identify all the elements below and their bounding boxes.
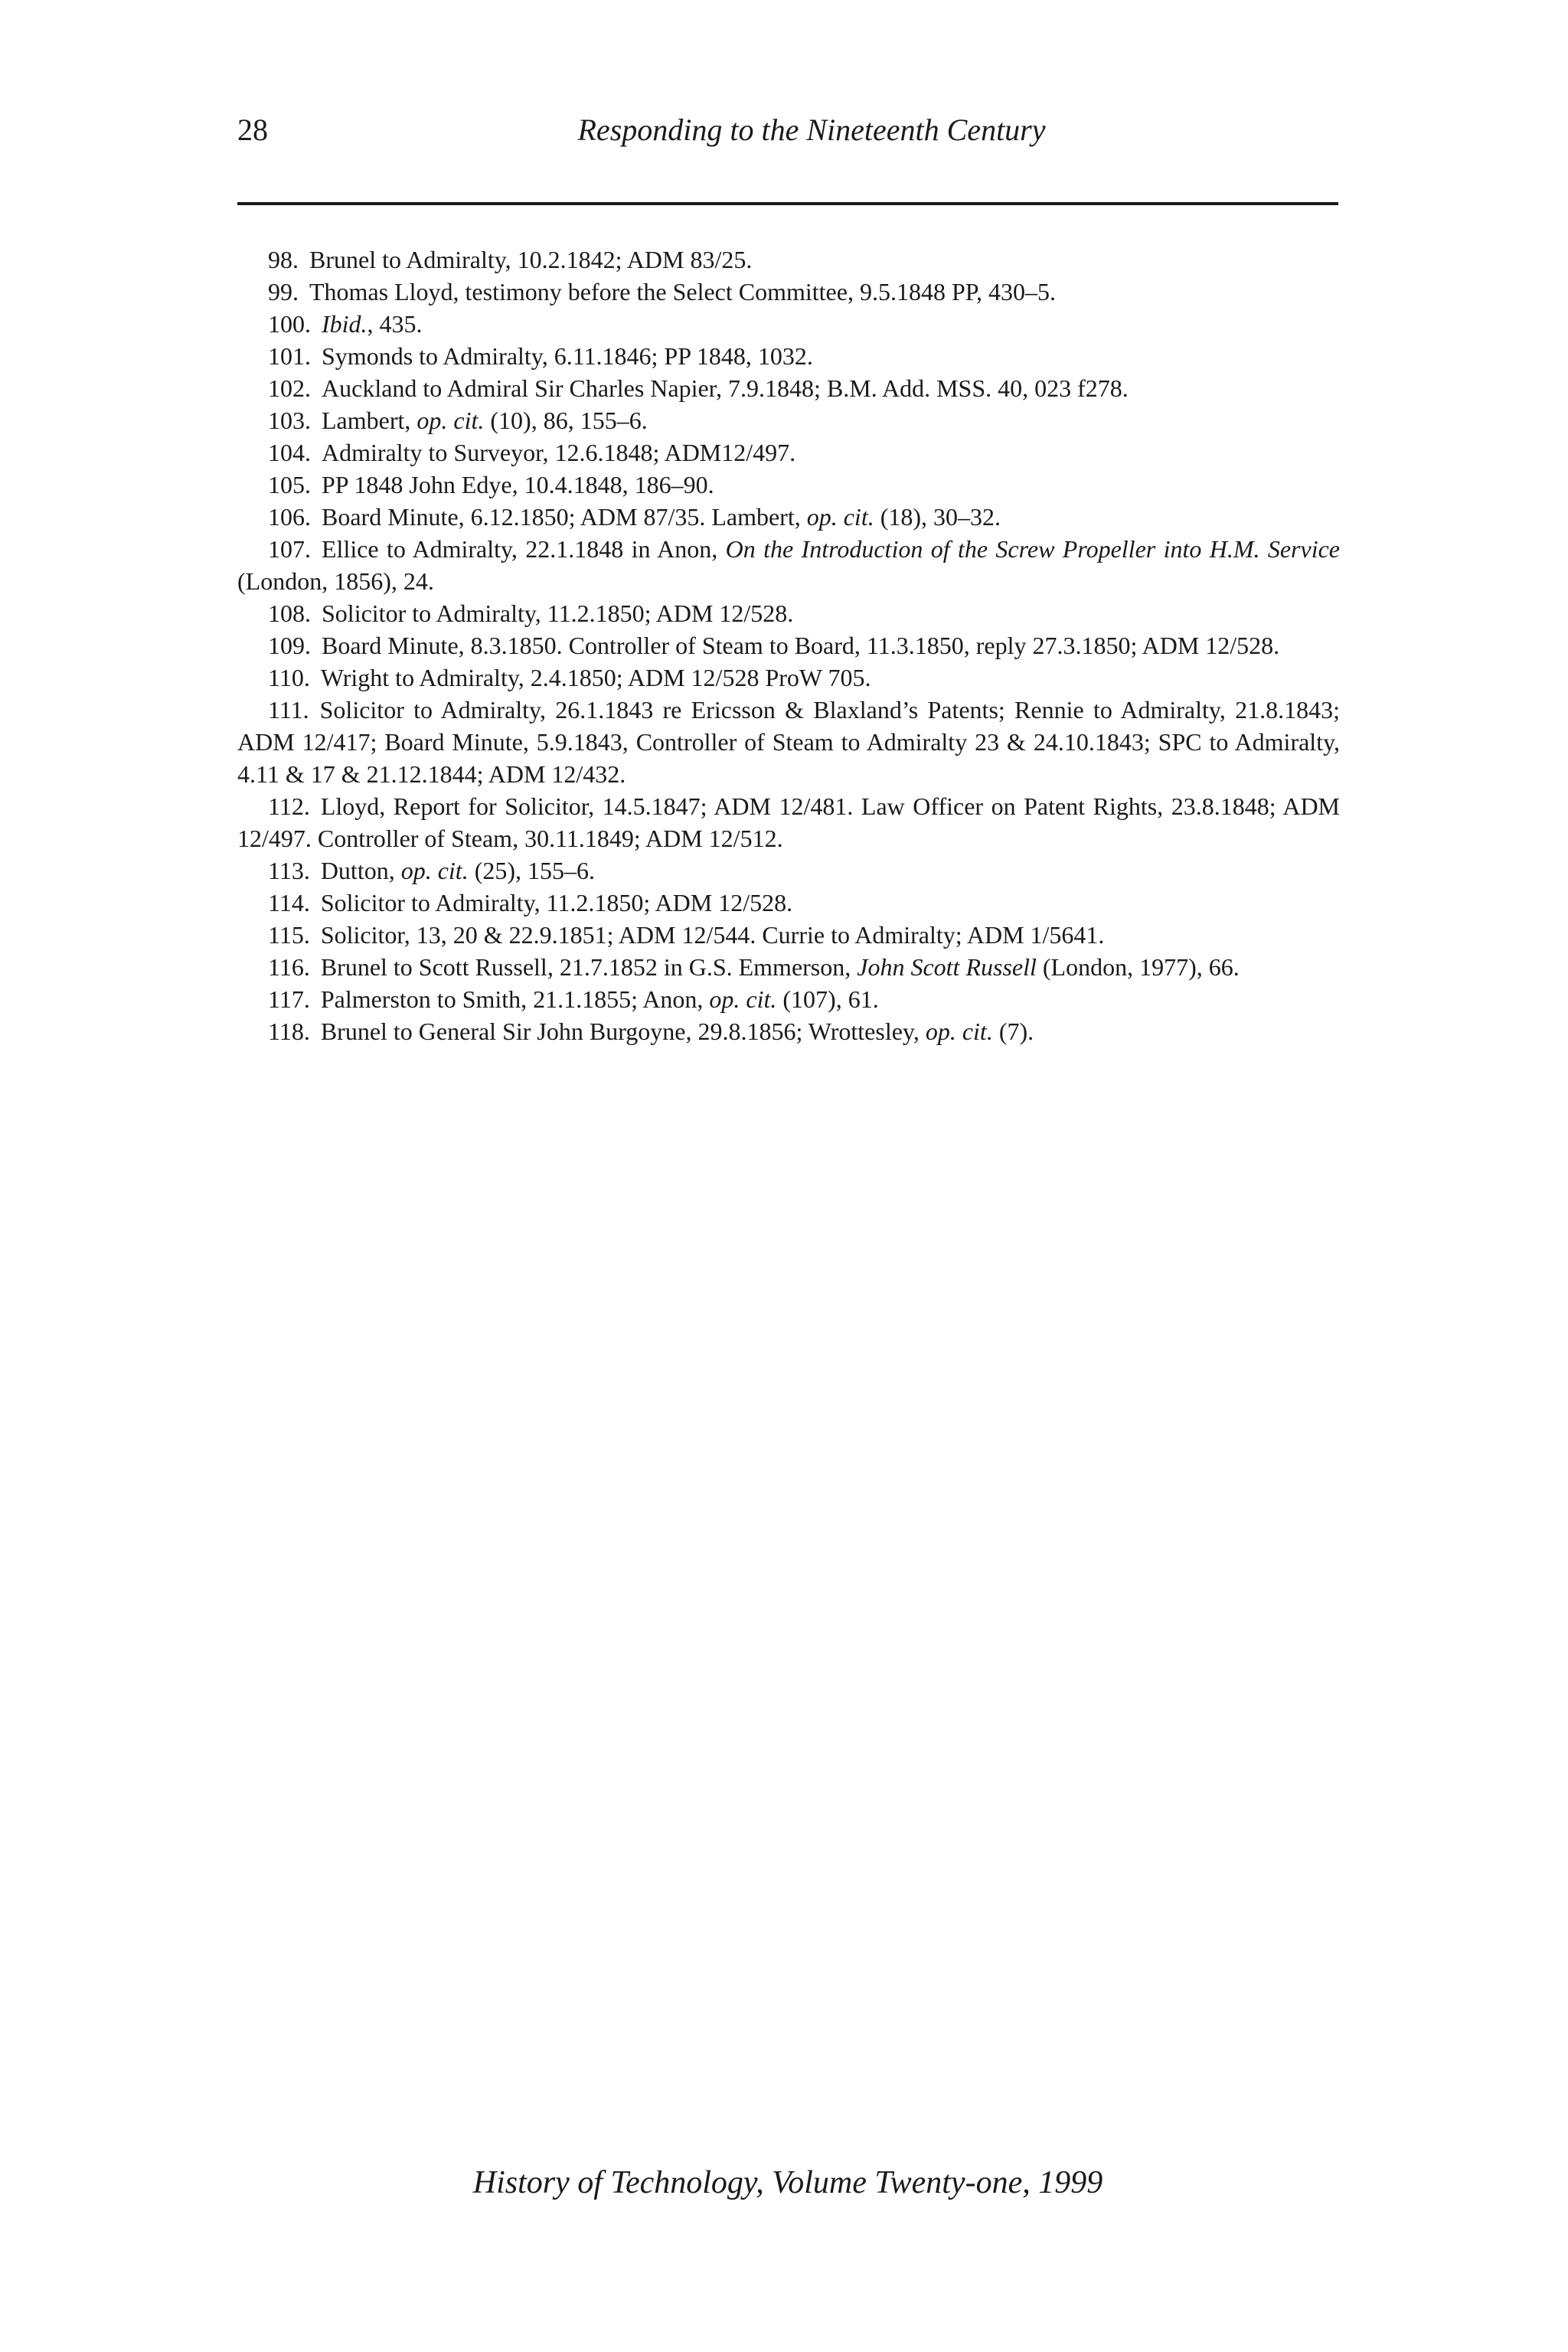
endnote-text: (London, 1856), 24.	[237, 567, 434, 595]
endnote-number: 101.	[268, 342, 311, 370]
endnote-italic-text: John Scott Russell	[857, 953, 1037, 981]
journal-footer: History of Technology, Volume Twenty-one, 1999	[472, 2165, 1103, 2200]
endnote-item	[237, 404, 1340, 436]
endnote-item	[237, 436, 1340, 469]
endnote-number: 98.	[268, 246, 299, 273]
endnote-italic-text: On the Introduction of the Screw Propeller into H.M. Service	[725, 535, 1341, 563]
endnote-item	[237, 694, 1340, 790]
endnote-text: Admiralty to Surveyor, 12.6.1848; ADM12/497.	[322, 439, 796, 466]
endnote-item	[237, 854, 1340, 887]
endnote-italic-text: op. cit.	[709, 985, 777, 1013]
endnote-text: Ellice to Admiralty, 22.1.1848 in Anon,	[322, 535, 726, 563]
endnote-number: 110.	[268, 664, 310, 691]
endnote-number: 100.	[268, 310, 311, 338]
endnote-text: Symonds to Admiralty, 6.11.1846; PP 1848, 1032.	[322, 342, 813, 370]
endnote-text: PP 1848 John Edye, 10.4.1848, 186–90.	[322, 471, 714, 498]
endnote-number: 114.	[268, 889, 310, 916]
endnote-item	[237, 372, 1340, 404]
endnote-text: Lambert,	[322, 407, 417, 434]
endnote-text: Solicitor to Admiralty, 11.2.1850; ADM 12/528.	[322, 599, 794, 627]
page-number: 28	[237, 113, 268, 147]
endnote-text: (7).	[992, 1018, 1034, 1045]
endnote-item	[237, 501, 1340, 533]
endnote-number: 109.	[268, 632, 311, 659]
endnote-text: Solicitor to Admiralty, 26.1.1843 re Ericsson & Blaxland’s Patents; Rennie to Admiralty, 21.8.1843; ADM 12/417; Board Minute, 5.9.1843, Controller of Steam to Admiralty 23 & 24.10.1843; SPC to Admiralty, 4.11 & 17 & 21.12.1844; ADM 12/432.	[237, 696, 1340, 788]
endnote-item	[237, 243, 1340, 276]
endnote-item	[237, 533, 1340, 597]
endnote-text: Solicitor to Admiralty, 11.2.1850; ADM 12/528.	[320, 889, 793, 916]
endnote-item	[237, 308, 1340, 340]
endnote-number: 108.	[268, 599, 311, 627]
endnote-number: 115.	[268, 921, 310, 949]
endnote-text: (25), 155–6.	[468, 857, 595, 884]
endnote-italic-text: op. cit.	[925, 1018, 993, 1045]
endnote-item	[237, 1015, 1340, 1047]
endnote-text: Thomas Lloyd, testimony before the Select Committee, 9.5.1848 PP, 430–5.	[309, 278, 1056, 305]
endnote-text: Board Minute, 8.3.1850. Controller of Steam to Board, 11.3.1850, reply 27.3.1850; ADM 12/528.	[322, 632, 1280, 659]
endnote-text: Palmerston to Smith, 21.1.1855; Anon,	[320, 985, 710, 1013]
endnote-item	[237, 951, 1340, 983]
running-head: Responding to the Nineteenth Century	[577, 113, 1046, 147]
endnote-text: , 435.	[367, 310, 423, 338]
endnote-text: Auckland to Admiral Sir Charles Napier, 7.9.1848; B.M. Add. MSS. 40, 023 f278.	[322, 374, 1129, 402]
header-rule	[237, 202, 1338, 205]
endnote-item	[237, 887, 1340, 919]
endnote-text: Solicitor, 13, 20 & 22.9.1851; ADM 12/544. Currie to Admiralty; ADM 1/5641.	[320, 921, 1105, 949]
endnote-number: 116.	[268, 953, 310, 981]
endnote-number: 103.	[268, 407, 311, 434]
endnote-text: Wright to Admiralty, 2.4.1850; ADM 12/528 ProW 705.	[320, 664, 871, 691]
endnote-number: 99.	[268, 278, 299, 305]
endnote-number: 113.	[268, 857, 310, 884]
endnote-number: 106.	[268, 503, 311, 531]
endnote-italic-text: op. cit.	[416, 407, 485, 434]
endnote-item	[237, 790, 1340, 854]
endnote-item	[237, 597, 1340, 629]
endnote-text: (18), 30–32.	[874, 503, 1001, 531]
endnote-italic-text: op. cit.	[806, 503, 874, 531]
endnote-text: Lloyd, Report for Solicitor, 14.5.1847; ADM 12/481. Law Officer on Patent Rights, 23.8.1848; ADM 12/497. Controller of Steam, 30.11.1849; ADM 12/512.	[237, 792, 1340, 852]
endnote-text: Board Minute, 6.12.1850; ADM 87/35. Lambert,	[322, 503, 807, 531]
endnote-item	[237, 662, 1340, 694]
endnote-text: (10), 86, 155–6.	[484, 407, 648, 434]
endnote-text: (107), 61.	[776, 985, 879, 1013]
endnote-item	[237, 919, 1340, 951]
endnote-text: Dutton,	[320, 857, 401, 884]
endnote-item	[237, 983, 1340, 1015]
endnote-number: 111.	[268, 696, 309, 724]
endnote-italic-text: Ibid.	[322, 310, 368, 338]
endnote-text: Brunel to Admiralty, 10.2.1842; ADM 83/25.	[309, 246, 753, 273]
endnote-number: 117.	[268, 985, 310, 1013]
endnote-number: 118.	[268, 1018, 310, 1045]
endnote-number: 107.	[268, 535, 311, 563]
endnote-number: 104.	[268, 439, 311, 466]
endnote-item	[237, 276, 1340, 308]
endnotes-list	[237, 243, 1340, 1047]
endnote-item	[237, 469, 1340, 501]
endnote-number: 112.	[268, 792, 310, 820]
endnote-text: Brunel to Scott Russell, 21.7.1852 in G.S. Emmerson,	[320, 953, 858, 981]
endnote-text: Brunel to General Sir John Burgoyne, 29.8.1856; Wrottesley,	[320, 1018, 926, 1045]
endnote-italic-text: op. cit.	[400, 857, 469, 884]
endnote-item	[237, 629, 1340, 662]
endnote-number: 102.	[268, 374, 311, 402]
endnote-text: (London, 1977), 66.	[1036, 953, 1240, 981]
endnote-number: 105.	[268, 471, 311, 498]
endnote-item	[237, 340, 1340, 372]
